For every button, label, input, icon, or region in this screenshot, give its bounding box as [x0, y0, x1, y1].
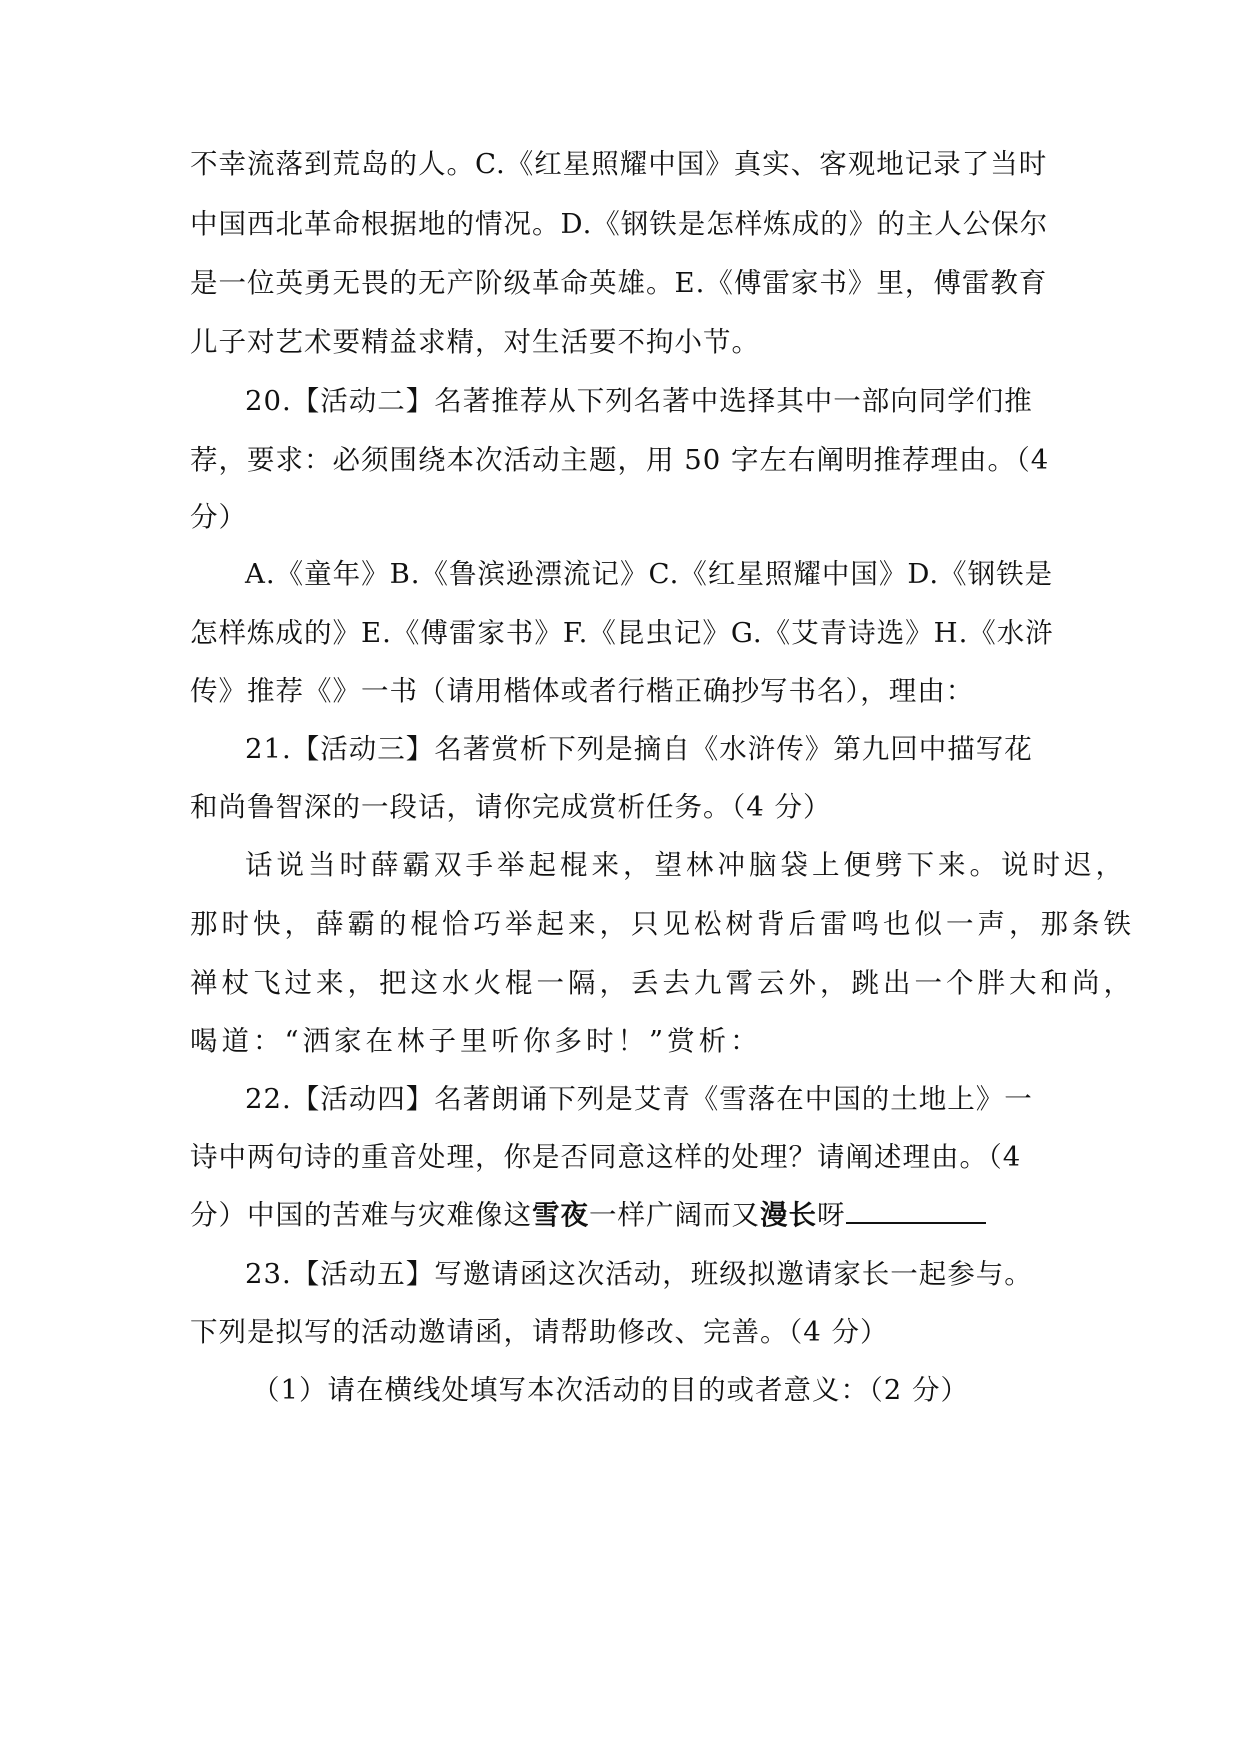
- options-line: 怎样炼成的》E.《傅雷家书》F.《昆虫记》G.《艾青诗选》H.《水浒: [190, 617, 1054, 649]
- poem-text: 一样广阔而又: [589, 1199, 760, 1231]
- excerpt-line: 喝道：“洒家在林子里听你多时！”赏析：: [190, 1025, 762, 1057]
- question-22-poem-line: [190, 1195, 1070, 1235]
- question-21-line: 21.【活动三】名著赏析下列是摘自《水浒传》第九回中描写花: [245, 733, 1033, 765]
- question-20-line: 20.【活动二】名著推荐从下列名著中选择其中一部向同学们推: [245, 385, 1033, 417]
- question-20-line: 荐，要求：必须围绕本次活动主题，用 50 字左右阐明推荐理由。（4: [190, 444, 1050, 476]
- question-22-line: 22.【活动四】名著朗诵下列是艾青《雪落在中国的土地上》一: [245, 1083, 1033, 1115]
- excerpt-line: 那时快，薛霸的棍恰巧举起来，只见松树背后雷鸣也似一声，那条铁: [190, 908, 1135, 940]
- question-22-line: 诗中两句诗的重音处理，你是否同意这样的处理？请阐述理由。（4: [190, 1141, 1022, 1173]
- poem-text: 呀: [817, 1199, 846, 1231]
- text-line: 不幸流落到荒岛的人。C.《红星照耀中国》真实、客观地记录了当时: [190, 148, 1048, 180]
- poem-text: 分）中国的苦难与灾难像这: [190, 1199, 532, 1231]
- excerpt-line: 禅杖飞过来，把这水火棍一隔，丢去九霄云外，跳出一个胖大和尚，: [190, 967, 1135, 999]
- question-23-line: 23.【活动五】写邀请函这次活动，班级拟邀请家长一起参与。: [245, 1258, 1033, 1290]
- answer-blank[interactable]: [846, 1196, 986, 1224]
- stressed-word: 雪夜: [532, 1199, 589, 1231]
- stressed-word: 漫长: [760, 1199, 817, 1231]
- question-23-line: 下列是拟写的活动邀请函，请帮助修改、完善。（4 分）: [190, 1316, 889, 1348]
- options-line: A.《童年》B.《鲁滨逊漂流记》C.《红星照耀中国》D.《钢铁是: [245, 558, 1054, 590]
- text-line: 是一位英勇无畏的无产阶级革命英雄。E.《傅雷家书》里，傅雷教育: [190, 267, 1048, 299]
- question-20-line: 分）: [190, 501, 247, 533]
- text-line: 中国西北革命根据地的情况。D.《钢铁是怎样炼成的》的主人公保尔: [190, 208, 1049, 240]
- question-23-subitem: （1）请在横线处填写本次活动的目的或者意义：（2 分）: [252, 1374, 969, 1406]
- text-line: 儿子对艺术要精益求精，对生活要不拘小节。: [190, 326, 760, 358]
- question-21-line: 和尚鲁智深的一段话，请你完成赏析任务。（4 分）: [190, 791, 832, 823]
- excerpt-line: 话说当时薛霸双手举起棍来，望林冲脑袋上便劈下来。说时迟，: [245, 849, 1127, 881]
- options-line: 传》推荐《》一书（请用楷体或者行楷正确抄写书名），理由：: [190, 675, 975, 707]
